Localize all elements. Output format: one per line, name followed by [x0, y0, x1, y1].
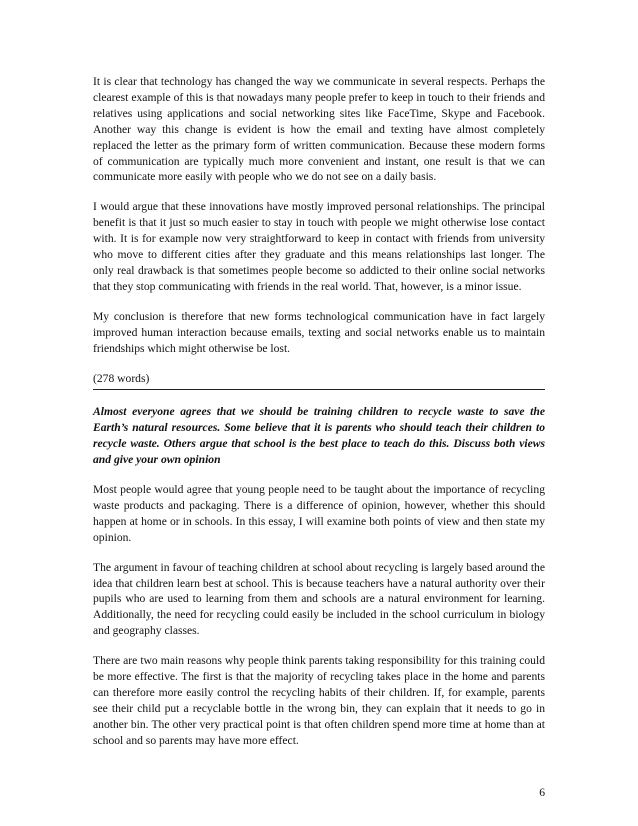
essay-two-prompt: Almost everyone agrees that we should be training children to recycle waste to save the Earth’s natural resources. Some believe that it is parents who should teach their children to recycle waste. Others argue that school is the best place to teach do this. Discuss both views and give your own opinion — [93, 405, 545, 467]
essay-one-paragraph-2: I would argue that these innovations have mostly improved personal relationships. The principal benefit is that it just so much easier to stay in touch with people we might otherwise lose contact with. It is for example now very straightforward to keep in contact with friends from university who move to different cities after they graduate and this means relationships last longer. The only real drawback is that sometimes people become so addicted to their online social networks that they stop communicating with friends in the real world. That, however, is a minor issue. — [93, 200, 545, 293]
essay-two-paragraph-3: There are two main reasons why people think parents taking responsibility for this training could be more effective. The first is that the majority of recycling takes place in the home and parents can therefore more easily control the recycling habits of their children. If, for example, parents see their child put a recyclable bottle in the wrong bin, they can explain that it needs to go in another bin. The other very practical point is that often children spend more time at home than at school and so parents may have more effect. — [93, 654, 545, 747]
essay-one-paragraph-1: It is clear that technology has changed the way we communicate in several respects. Perhaps the clearest example of this is that nowadays many people prefer to keep in touch to their friends and relatives using applications and social networking sites like FaceTime, Skype and Facebook. Another way this change is evident is how the email and texting have almost completely replaced the letter as the primary form of written communication. Because these modern forms of communication are typically much more convenient and instant, one result is that we can communicate more easily with people who we do not see on a daily basis. — [93, 75, 545, 184]
document-page — [93, 74, 545, 749]
essay-two-paragraph-2: The argument in favour of teaching children at school about recycling is largely based around the idea that children learn best at school. This is because teachers have a natural authority over their pupils who are used to learning from them and schools are a natural environment for learning. Additionally, the need for recycling could easily be included in the school curriculum in biology and geography classes. — [93, 560, 545, 638]
page-number: 6 — [539, 786, 545, 799]
essay-one-paragraph-3: My conclusion is therefore that new forms technological communication have in fact largely improved human interaction because emails, texting and social networks enable us to maintain friendships which might otherwise be lost. — [93, 309, 545, 355]
essay-two-paragraph-1: Most people would agree that young people need to be taught about the importance of recycling waste products and packaging. There is a difference of opinion, however, whether this should happen at home or in schools. In this essay, I will examine both points of view and then state my opinion. — [93, 483, 545, 544]
word-count: (278 words) — [93, 371, 545, 391]
